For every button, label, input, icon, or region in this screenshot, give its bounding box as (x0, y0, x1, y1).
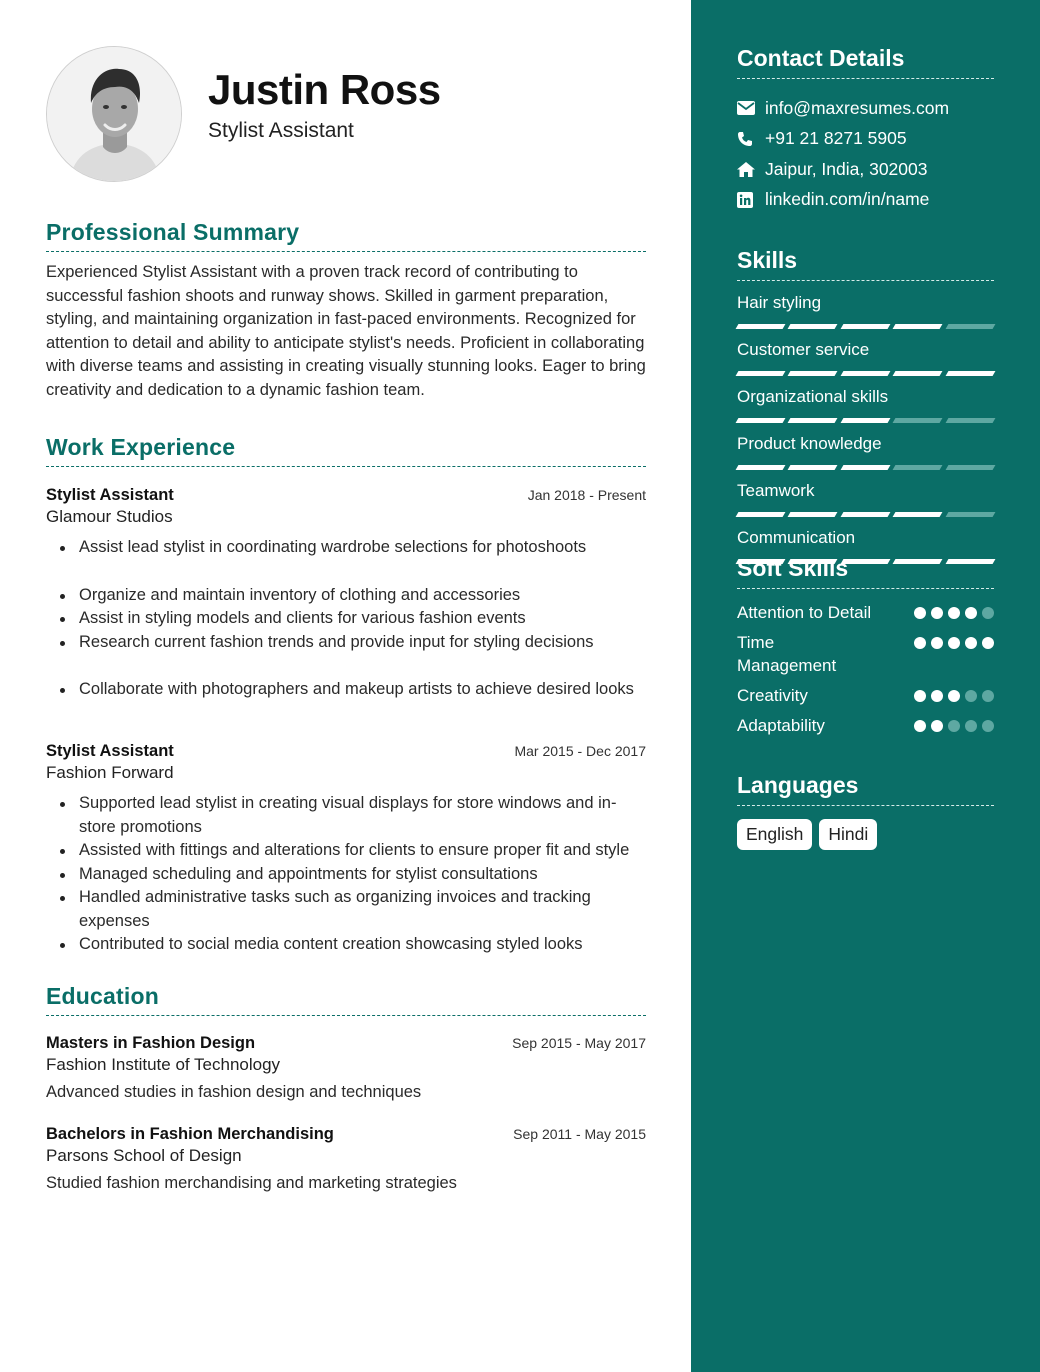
skill-level-segment (788, 465, 838, 470)
skill-level-segment (840, 512, 890, 517)
soft-skill-rating (914, 690, 994, 702)
skill-level-segment (840, 465, 890, 470)
list-item: Organize and maintain inventory of clothing and accessories (46, 584, 646, 608)
soft-skill-rating (914, 637, 994, 649)
skill-level-bar (737, 371, 994, 376)
soft-skill-item (737, 684, 994, 707)
skill-level-segment (945, 465, 995, 470)
skill-level-segment (788, 371, 838, 376)
rating-dot (931, 720, 943, 732)
skill-level-segment (788, 324, 838, 329)
education-entry (46, 1125, 646, 1193)
rating-dot (948, 637, 960, 649)
skill-name: Product knowledge (737, 434, 882, 453)
list-item: Contributed to social media content creation showcasing styled looks (46, 933, 646, 957)
rating-dot (982, 637, 994, 649)
list-item: Collaborate with photographers and makeup artists to achieve desired looks (46, 678, 646, 702)
soft-skill-name: Attention to Detail (737, 603, 872, 622)
education-dates: Sep 2011 - May 2015 (513, 1126, 646, 1142)
contact-email[interactable] (737, 93, 994, 124)
skill-name: Organizational skills (737, 387, 889, 406)
education-dates: Sep 2015 - May 2017 (512, 1035, 646, 1051)
skills-section (737, 247, 994, 575)
skill-level-segment (840, 324, 890, 329)
skill-level-segment (736, 324, 786, 329)
skill-name: Teamwork (737, 481, 815, 500)
soft-skill-rating (914, 720, 994, 732)
degree-title: Masters in Fashion Design (46, 1034, 256, 1052)
skill-item (737, 434, 994, 470)
contact-address (737, 154, 994, 185)
rating-dot (914, 690, 926, 702)
soft-skills-title: Soft Skills (737, 555, 994, 589)
skill-level-segment (736, 512, 786, 517)
education-description: Studied fashion merchandising and marketing strategies (46, 1174, 457, 1192)
skill-level-segment (893, 512, 943, 517)
skill-item (737, 340, 994, 376)
soft-skill-rating (914, 607, 994, 619)
contact-linkedin[interactable] (737, 185, 994, 216)
soft-skill-item (737, 601, 994, 624)
soft-skill-name: Adaptability (737, 716, 825, 735)
summary-title: Professional Summary (46, 219, 646, 252)
list-item: Handled administrative tasks such as organizing invoices and tracking expenses (46, 886, 646, 933)
job-dates: Jan 2018 - Present (527, 487, 646, 503)
skill-level-segment (945, 512, 995, 517)
language-chip: English (737, 819, 812, 850)
candidate-role: Stylist Assistant (208, 119, 354, 142)
summary-text: Experienced Stylist Assistant with a proven track record of contributing to successful fashion shoots and runway shows. Skilled in garment preparation, styling, and maintaining organization in fast-paced environments. Recognized for attention to detail and ability to anticipate stylist's needs. Proficient in collaborating with diverse teams and assisting in creating visually stunning looks. Eager to bring creativity and dedication to a dynamic fashion team. (46, 263, 646, 399)
soft-skill-name: Creativity (737, 686, 808, 705)
school-name: Fashion Institute of Technology (46, 1055, 281, 1074)
avatar (46, 46, 182, 182)
skill-level-bar (737, 418, 994, 423)
skill-item (737, 293, 994, 329)
skill-level-bar (737, 465, 994, 470)
address-text: Jaipur, India, 302003 (765, 158, 928, 179)
skill-level-segment (893, 465, 943, 470)
skill-level-segment (893, 324, 943, 329)
sidebar (691, 0, 1040, 1372)
education-description: Advanced studies in fashion design and techniques (46, 1083, 422, 1101)
list-item: Assist in styling models and clients for various fashion events (46, 607, 646, 631)
skill-level-segment (736, 418, 786, 423)
rating-dot (965, 720, 977, 732)
languages-section (737, 772, 994, 850)
phone-text[interactable]: +91 21 8271 5905 (765, 128, 907, 149)
skill-level-segment (893, 371, 943, 376)
list-item: Supported lead stylist in creating visual displays for store windows and in-store promotions (46, 792, 646, 839)
degree-title: Bachelors in Fashion Merchandising (46, 1125, 334, 1143)
summary-section (46, 219, 646, 402)
contact-phone[interactable] (737, 124, 994, 155)
skill-name: Customer service (737, 340, 870, 359)
job-title: Stylist Assistant (46, 486, 174, 504)
job-entry (46, 742, 646, 957)
job-title: Stylist Assistant (46, 742, 174, 760)
soft-skills-section (737, 555, 994, 744)
experience-title: Work Experience (46, 434, 646, 467)
skill-level-bar (737, 324, 994, 329)
soft-skill-name: Time Management (737, 633, 837, 675)
rating-dot (931, 637, 943, 649)
skill-level-segment (945, 324, 995, 329)
skill-level-segment (945, 371, 995, 376)
languages-title: Languages (737, 772, 994, 806)
rating-dot (982, 690, 994, 702)
skill-level-segment (736, 465, 786, 470)
list-item: Assisted with fittings and alterations for clients to ensure proper fit and style (46, 839, 646, 863)
rating-dot (914, 637, 926, 649)
rating-dot (965, 690, 977, 702)
education-entry (46, 1034, 646, 1102)
envelope-icon (737, 101, 765, 115)
rating-dot (914, 607, 926, 619)
candidate-name: Justin Ross (208, 66, 441, 113)
list-item: Managed scheduling and appointments for stylist consultations (46, 863, 646, 887)
phone-icon (737, 131, 765, 147)
skill-item (737, 387, 994, 423)
education-section (46, 983, 646, 1016)
job-bullets (46, 792, 646, 957)
job-entry (46, 486, 646, 702)
job-company: Fashion Forward (46, 763, 174, 782)
rating-dot (948, 607, 960, 619)
rating-dot (931, 607, 943, 619)
soft-skill-item (737, 714, 994, 737)
education-title: Education (46, 983, 646, 1016)
profile-photo-icon (47, 47, 182, 182)
skill-level-segment (788, 512, 838, 517)
soft-skills-list (737, 601, 994, 737)
rating-dot (982, 607, 994, 619)
home-icon (737, 162, 765, 177)
skills-title: Skills (737, 247, 994, 281)
rating-dot (914, 720, 926, 732)
linkedin-icon (737, 192, 765, 208)
skill-item (737, 481, 994, 517)
rating-dot (982, 720, 994, 732)
skill-level-segment (893, 418, 943, 423)
job-bullets (46, 536, 646, 702)
list-item: Assist lead stylist in coordinating wardrobe selections for photoshoots (46, 536, 646, 560)
rating-dot (965, 607, 977, 619)
job-company: Glamour Studios (46, 507, 173, 526)
contact-section (737, 45, 994, 215)
contact-title: Contact Details (737, 45, 994, 79)
skills-list (737, 293, 994, 564)
skill-name: Hair styling (737, 293, 822, 312)
job-dates: Mar 2015 - Dec 2017 (514, 743, 646, 759)
soft-skill-item (737, 631, 994, 677)
skill-name: Communication (737, 528, 856, 547)
rating-dot (965, 637, 977, 649)
skill-level-segment (736, 371, 786, 376)
skill-level-segment (788, 418, 838, 423)
language-list (737, 819, 994, 850)
school-name: Parsons School of Design (46, 1146, 242, 1165)
experience-section (46, 434, 646, 467)
skill-level-segment (840, 371, 890, 376)
rating-dot (931, 690, 943, 702)
skill-level-bar (737, 512, 994, 517)
rating-dot (948, 720, 960, 732)
linkedin-text[interactable]: linkedin.com/in/name (765, 189, 930, 210)
list-item: Research current fashion trends and provide input for styling decisions (46, 631, 646, 655)
language-chip: Hindi (819, 819, 877, 850)
skill-level-segment (840, 418, 890, 423)
rating-dot (948, 690, 960, 702)
skill-level-segment (945, 418, 995, 423)
email-text[interactable]: info@maxresumes.com (765, 97, 950, 118)
